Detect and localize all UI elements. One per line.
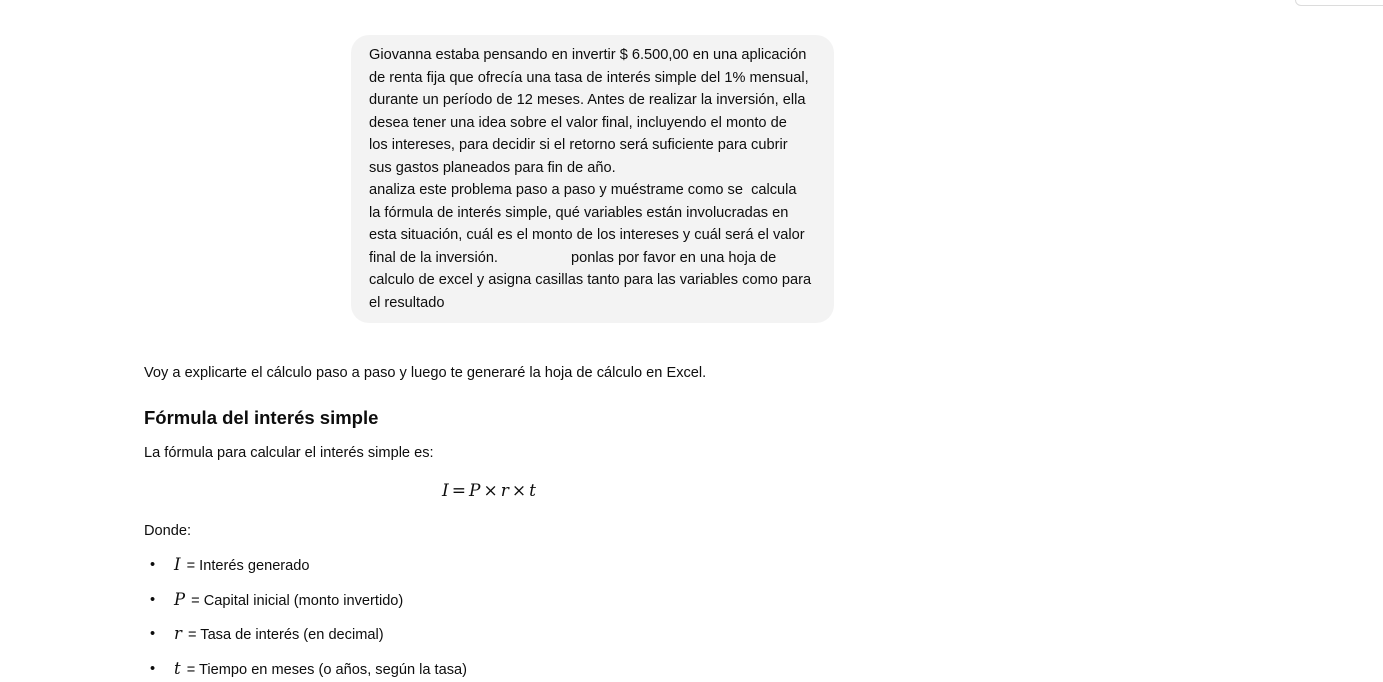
assistant-intro: Voy a explicarte el cálculo paso a paso y luego te generaré la hoja de cálculo en Excel.	[144, 365, 707, 381]
bullet-icon: •	[150, 557, 156, 573]
formula-times: ×	[511, 481, 527, 501]
formula-var-r: r	[500, 481, 509, 501]
formula-equals: =	[451, 481, 467, 501]
donde-label: Donde:	[144, 523, 192, 539]
bullet-icon: •	[150, 591, 156, 608]
user-message-line: esta situación, cuál es el monto de los intereses y cuál será el valor	[369, 227, 805, 243]
user-message-line: analiza este problema paso a paso y muéstrame como se calcula	[369, 182, 797, 198]
user-message-line: sus gastos planeados para fin de año.	[369, 159, 616, 176]
section-heading: Fórmula del interés simple	[144, 407, 379, 428]
user-message-line: calculo de excel y asigna casillas tanto para las variables como para	[369, 272, 812, 288]
formula-var-t: t	[529, 481, 536, 501]
user-message-line: desea tener una idea sobre el valor final, incluyendo el monto de	[369, 114, 787, 131]
user-message-line: final de la inversión. ponlas por favor en una hoja de	[369, 249, 777, 266]
variable-symbol: r	[174, 624, 182, 644]
formula-var-i: I	[442, 481, 449, 501]
user-message-line: el resultado	[369, 294, 445, 311]
interest-formula	[144, 480, 834, 502]
variables-list	[144, 554, 844, 681]
user-message-line: de renta fija que ofrecía una tasa de interés simple del 1% mensual,	[369, 69, 809, 86]
assistant-message	[144, 362, 844, 682]
variable-symbol: t	[174, 659, 181, 679]
user-message-line: los intereses, para decidir si el retorno será suficiente para cubrir	[369, 137, 788, 153]
variable-description: = Capital inicial (monto invertido)	[191, 592, 404, 609]
user-message-line: la fórmula de interés simple, qué variables están involucradas en	[369, 204, 789, 221]
formula-var-p: P	[469, 481, 481, 501]
list-item	[144, 554, 844, 577]
list-item	[144, 658, 844, 681]
user-message-line: durante un período de 12 meses. Antes de realizar la inversión, ella	[369, 92, 806, 108]
variable-description: = Tasa de interés (en decimal)	[187, 627, 384, 644]
formula-times: ×	[483, 481, 498, 501]
formula-intro: La fórmula para calcular el interés simple es:	[144, 445, 434, 461]
bullet-icon: •	[150, 626, 156, 643]
top-right-button-edge[interactable]	[1295, 0, 1383, 6]
variable-description: = Tiempo en meses (o años, según la tasa)	[186, 662, 467, 679]
variable-description: = Interés generado	[186, 558, 310, 574]
list-item	[144, 589, 844, 612]
list-item	[144, 623, 844, 646]
variable-symbol: I	[174, 555, 181, 574]
user-message-line: Giovanna estaba pensando en invertir $ 6.500,00 en una aplicación	[369, 47, 807, 63]
bullet-icon: •	[150, 661, 156, 678]
variable-symbol: P	[174, 589, 186, 609]
user-message-bubble	[351, 35, 834, 323]
